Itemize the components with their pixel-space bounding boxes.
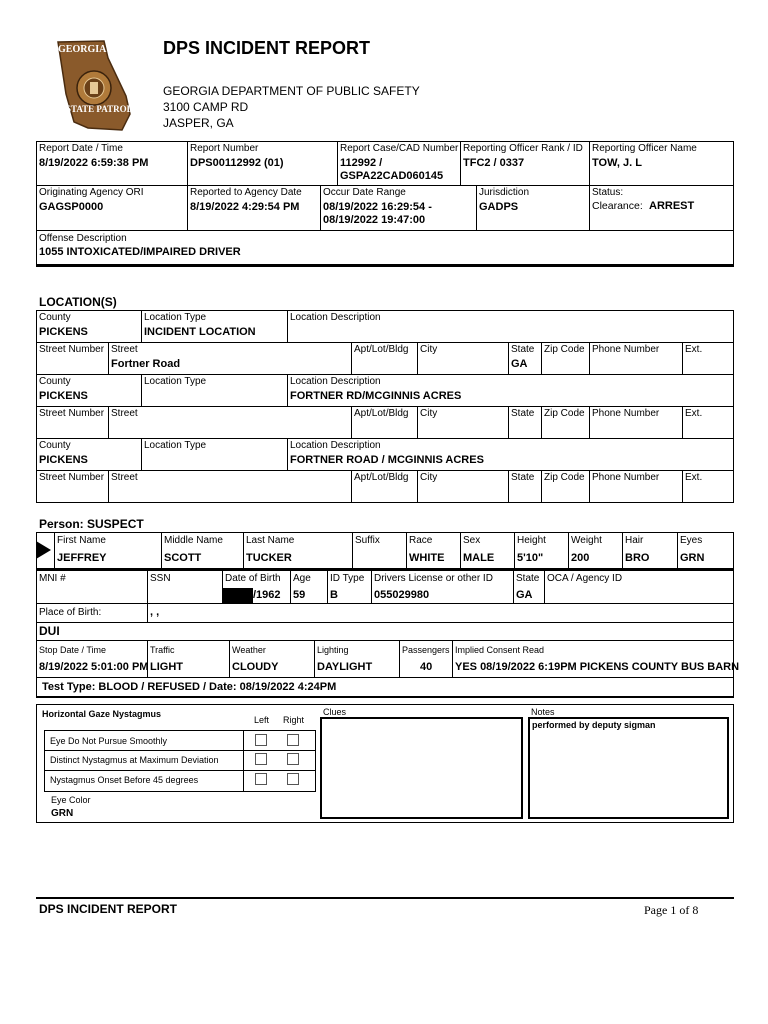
location-1-desc-label: Location Description <box>290 312 381 323</box>
hgn-left-label: Left <box>254 715 270 725</box>
status-label: Status: <box>592 187 624 198</box>
logo <box>52 38 134 132</box>
location-3-desc-label: Location Description <box>290 440 381 451</box>
dl-number: 055029980 <box>374 589 430 601</box>
location-1-street: Fortner Road <box>111 358 181 370</box>
location-3-ext-label: Ext. <box>685 472 703 483</box>
report-number-label: Report Number <box>190 143 259 154</box>
logo-text-bottom: STATE PATROL <box>66 104 133 114</box>
last-name-label: Last Name <box>246 535 295 546</box>
hgn-row-2-right-checkbox[interactable] <box>287 753 299 765</box>
location-3-street-number-label: Street Number <box>39 472 105 483</box>
first-name: JEFFREY <box>57 552 107 564</box>
consent-label: Implied Consent Read <box>455 645 545 655</box>
location-3-desc: FORTNER ROAD / MCGINNIS ACRES <box>290 454 484 466</box>
passengers-value: 40 <box>420 661 433 673</box>
offense-value: 1055 INTOXICATED/IMPAIRED DRIVER <box>39 246 241 258</box>
locations-heading: LOCATION(S) <box>39 295 117 309</box>
location-2-apt-label: Apt/Lot/Bldg <box>354 408 409 419</box>
location-1-city-label: City <box>420 344 438 355</box>
report-number-value: DPS00112992 (01) <box>190 157 284 169</box>
location-1-type: INCIDENT LOCATION <box>144 326 256 338</box>
dob-label: Date of Birth <box>225 573 281 584</box>
location-2-city-label: City <box>420 408 438 419</box>
person-arrow-icon <box>36 541 51 559</box>
lighting-label: Lighting <box>317 645 349 655</box>
height: 5'10" <box>517 552 544 564</box>
weather-label: Weather <box>232 645 266 655</box>
agency-ori-value: GAGSP0000 <box>39 201 104 213</box>
report-date-value: 8/19/2022 6:59:38 PM <box>39 157 149 169</box>
middle-name: SCOTT <box>164 552 202 564</box>
notes-text: performed by deputy sigman <box>532 720 656 730</box>
location-1-county-label: County <box>39 312 71 323</box>
age-label: Age <box>293 573 311 584</box>
eyes-label: Eyes <box>680 535 703 546</box>
occur-date-value: 08/19/2022 16:29:54 - 08/19/2022 19:47:00 <box>323 201 432 226</box>
location-1-state-label: State <box>511 344 535 355</box>
weather-value: CLOUDY <box>232 661 279 673</box>
passengers-label: Passengers <box>402 645 450 655</box>
org-address-2: JASPER, GA <box>163 116 234 130</box>
hair-label: Hair <box>625 535 644 546</box>
jurisdiction-value: GADPS <box>479 201 519 213</box>
eye-color-label: Eye Color <box>51 795 91 805</box>
state: GA <box>516 589 533 601</box>
footer-rule <box>36 897 734 899</box>
logo-text-top: GEORGIA <box>58 44 107 55</box>
occur-date-label: Occur Date Range <box>323 187 406 198</box>
location-1-zip-label: Zip Code <box>544 344 585 355</box>
location-1-state: GA <box>511 358 528 370</box>
location-1-county: PICKENS <box>39 326 88 338</box>
stop-value: 8/19/2022 5:01:00 PM <box>39 661 149 673</box>
agency-ori-label: Originating Agency ORI <box>39 187 144 198</box>
hgn-right-label: Right <box>283 715 305 725</box>
sex-label: Sex <box>463 535 481 546</box>
org-address-1: 3100 CAMP RD <box>163 100 249 114</box>
location-2-state-label: State <box>511 408 535 419</box>
location-1-ext-label: Ext. <box>685 344 703 355</box>
stop-label: Stop Date / Time <box>39 645 107 655</box>
location-3-county: PICKENS <box>39 454 88 466</box>
officer-name-value: TOW, J. L <box>592 157 642 169</box>
middle-name-label: Middle Name <box>164 535 223 546</box>
case-number-label: Report Case/CAD Number <box>340 143 459 154</box>
consent-value: YES 08/19/2022 6:19PM PICKENS COUNTY BUS BARN <box>455 661 740 673</box>
id-type-label: ID Type <box>330 573 365 584</box>
hgn-heading: Horizontal Gaze Nystagmus <box>42 709 162 719</box>
location-3-phone-label: Phone Number <box>592 472 660 483</box>
sex: MALE <box>463 552 495 564</box>
location-2-ext-label: Ext. <box>685 408 703 419</box>
clues-label: Clues <box>323 707 347 717</box>
reported-date-value: 8/19/2022 4:29:54 PM <box>190 201 300 213</box>
hgn-row-1-left-checkbox[interactable] <box>255 734 267 746</box>
dob: /1962 <box>253 589 281 601</box>
hair: BRO <box>625 552 650 564</box>
location-2-county-label: County <box>39 376 71 387</box>
clearance-value: ARREST <box>649 200 695 212</box>
location-3-zip-label: Zip Code <box>544 472 585 483</box>
traffic-label: Traffic <box>150 645 175 655</box>
case-number-value: 112992 / GSPA22CAD060145 <box>340 157 444 182</box>
footer-title: DPS INCIDENT REPORT <box>39 902 178 916</box>
last-name: TUCKER <box>246 552 292 564</box>
notes-box <box>528 717 729 819</box>
dob-redaction <box>223 588 253 603</box>
hgn-row-3-label: Nystagmus Onset Before 45 degrees <box>50 775 199 785</box>
location-2-desc: FORTNER RD/MCGINNIS ACRES <box>290 390 462 402</box>
officer-rank-label: Reporting Officer Rank / ID <box>463 143 583 154</box>
ssn-label: SSN <box>150 573 171 584</box>
location-3-street-label: Street <box>111 472 138 483</box>
state-label: State <box>516 573 540 584</box>
location-2-phone-label: Phone Number <box>592 408 660 419</box>
race: WHITE <box>409 552 445 564</box>
location-1-street-number-label: Street Number <box>39 344 105 355</box>
pob-label: Place of Birth: <box>39 607 102 618</box>
location-3-county-label: County <box>39 440 71 451</box>
lighting-value: DAYLIGHT <box>317 661 373 673</box>
age: 59 <box>293 589 306 601</box>
page-number: Page 1 of 8 <box>644 903 699 917</box>
location-3-apt-label: Apt/Lot/Bldg <box>354 472 409 483</box>
traffic-value: LIGHT <box>150 661 183 673</box>
mni-label: MNI # <box>39 573 66 584</box>
place-of-birth-row <box>36 603 734 623</box>
location-1-street-label: Street <box>111 344 138 355</box>
location-2-zip-label: Zip Code <box>544 408 585 419</box>
officer-rank-value: TFC2 / 0337 <box>463 157 525 169</box>
dl-label: Drivers License or other ID <box>374 573 493 584</box>
eye-color: GRN <box>51 808 74 819</box>
weight: 200 <box>571 552 590 564</box>
height-label: Height <box>517 535 546 546</box>
pob: , , <box>150 606 160 618</box>
location-3-state-label: State <box>511 472 535 483</box>
location-2-county: PICKENS <box>39 390 88 402</box>
hgn-row-2-left-checkbox[interactable] <box>255 753 267 765</box>
hgn-row-1-label: Eye Do Not Pursue Smoothly <box>50 736 168 746</box>
reported-date-label: Reported to Agency Date <box>190 187 302 198</box>
dui-heading: DUI <box>39 624 60 638</box>
hgn-row-3-right-checkbox[interactable] <box>287 773 299 785</box>
hgn-row-1-right-checkbox[interactable] <box>287 734 299 746</box>
location-2-desc-label: Location Description <box>290 376 381 387</box>
id-type: B <box>330 589 338 601</box>
notes-label: Notes <box>531 707 555 717</box>
report-date-label: Report Date / Time <box>39 143 123 154</box>
test-type: Test Type: BLOOD / REFUSED / Date: 08/19/2022 4:24PM <box>42 681 337 693</box>
clearance-label: Clearance: <box>592 200 643 212</box>
location-1-apt-label: Apt/Lot/Bldg <box>354 344 409 355</box>
race-label: Race <box>409 535 433 546</box>
jurisdiction-label: Jurisdiction <box>479 187 530 198</box>
location-2-street-number-label: Street Number <box>39 408 105 419</box>
location-3-city-label: City <box>420 472 438 483</box>
suffix-label: Suffix <box>355 535 380 546</box>
officer-name-label: Reporting Officer Name <box>592 143 697 154</box>
weight-label: Weight <box>571 535 602 546</box>
person-heading: Person: SUSPECT <box>39 517 144 531</box>
location-1-type-label: Location Type <box>144 312 207 323</box>
clues-box <box>320 717 523 819</box>
location-3-type-label: Location Type <box>144 440 207 451</box>
org-name: GEORGIA DEPARTMENT OF PUBLIC SAFETY <box>163 84 420 98</box>
location-1-phone-label: Phone Number <box>592 344 660 355</box>
offense-label: Offense Description <box>39 233 127 244</box>
location-2-street-label: Street <box>111 408 138 419</box>
location-2-type-label: Location Type <box>144 376 207 387</box>
report-title: DPS INCIDENT REPORT <box>163 38 371 58</box>
oca-label: OCA / Agency ID <box>547 573 623 584</box>
hgn-row-3-left-checkbox[interactable] <box>255 773 267 785</box>
first-name-label: First Name <box>57 535 106 546</box>
hgn-row-2-label: Distinct Nystagmus at Maximum Deviation <box>50 755 219 765</box>
eyes: GRN <box>680 552 705 564</box>
